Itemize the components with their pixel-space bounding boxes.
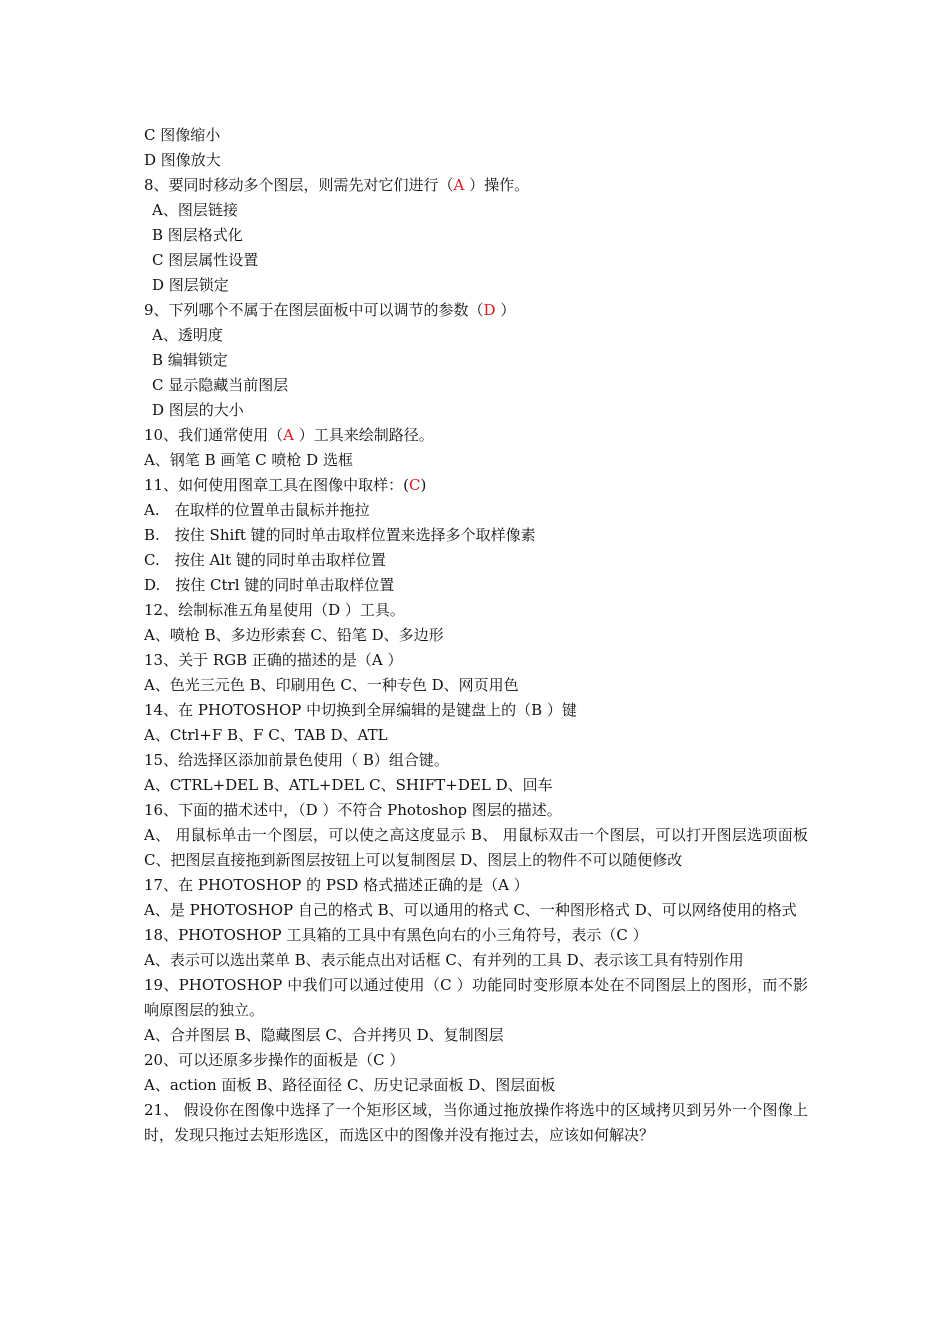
question-19: 19、PHOTOSHOP 中我们可以通过使用（C ）功能同时变形原本处在不同图层上的图形，而不影响原图层的独立。 — [144, 976, 808, 1019]
q19-options: A、合并图层 B、隐藏图层 C、合并拷贝 D、复制图层 — [144, 1026, 504, 1044]
q8-option-d: D 图层锁定 — [152, 276, 229, 294]
question-9-text: 9、下列哪个不属于在图层面板中可以调节的参数（ — [144, 301, 484, 319]
question-15: 15、给选择区添加前景色使用（ B）组合键。 — [144, 751, 449, 769]
q13-options: A、色光三元色 B、印刷用色 C、一种专色 D、网页用色 — [144, 676, 519, 694]
q11-option-d: D. 按住 Ctrl 键的同时单击取样位置 — [144, 576, 395, 594]
q9-option-c: C 显示隐藏当前图层 — [152, 376, 289, 394]
q9-option-d: D 图层的大小 — [152, 401, 244, 419]
question-8-text-end: ）操作。 — [464, 176, 530, 194]
q12-options: A、喷枪 B、多边形索套 C、铅笔 D、多边形 — [144, 626, 444, 644]
option-c-line: C 图像缩小 — [144, 126, 221, 144]
q9-option-a: A、透明度 — [152, 326, 223, 344]
question-10-answer: A — [283, 426, 294, 444]
question-16: 16、下面的描术述中，（D ）不符合 Photoshop 图层的描述。 — [144, 801, 562, 819]
q11-option-c: C. 按住 Alt 键的同时单击取样位置 — [144, 551, 386, 569]
question-11-answer: C — [408, 476, 421, 494]
question-14: 14、在 PHOTOSHOP 中切换到全屏编辑的是键盘上的（B ）键 — [144, 701, 577, 719]
question-8-answer: A — [453, 176, 465, 194]
question-10 — [144, 423, 808, 448]
q20-options: A、action 面板 B、路径面径 C、历史记录面板 D、图层面板 — [144, 1076, 556, 1094]
q8-option-c: C 图层属性设置 — [152, 251, 259, 269]
q10-options: A、钢笔 B 画笔 C 喷枪 D 选框 — [144, 451, 353, 469]
q8-option-a: A、图层链接 — [152, 201, 238, 219]
question-8 — [144, 173, 808, 198]
question-20: 20、可以还原多步操作的面板是（C ） — [144, 1051, 405, 1069]
document-body — [144, 123, 808, 1148]
option-d-line: D 图像放大 — [144, 151, 221, 169]
q8-option-b: B 图层格式化 — [152, 226, 243, 244]
question-12: 12、绘制标准五角星使用（D ）工具。 — [144, 601, 405, 619]
question-10-text: 10、我们通常使用（ — [144, 426, 284, 444]
q9-option-b: B 编辑锁定 — [152, 351, 228, 369]
q11-option-a: A. 在取样的位置单击鼠标并拖拉 — [144, 501, 370, 519]
question-9 — [144, 298, 808, 323]
question-9-text-end: ） — [495, 301, 516, 319]
q16-options: A、 用鼠标单击一个图层，可以使之高这度显示 B、 用鼠标双击一个图层，可以打开图层选项面板 C、把图层直接拖到新图层按钮上可以复制图层 D、图层上的物件不可以随便修改 — [144, 826, 808, 869]
q17-options: A、是 PHOTOSHOP 自己的格式 B、可以通用的格式 C、一种图形格式 D、可以网络使用的格式 — [144, 901, 797, 919]
question-11 — [144, 473, 808, 498]
question-21: 21、 假设你在图像中选择了一个矩形区域，当你通过拖放操作将选中的区域拷贝到另外一个图像上时，发现只拖过去矩形选区，而选区中的图像并没有拖过去，应该如何解决？ — [144, 1101, 808, 1144]
question-8-text: 8、要同时移动多个图层，则需先对它们进行（ — [144, 176, 454, 194]
question-13: 13、关于 RGB 正确的描述的是（A ） — [144, 651, 403, 669]
q18-options: A、表示可以选出菜单 B、表示能点出对话框 C、有并列的工具 D、表示该工具有特别作用 — [144, 951, 744, 969]
q11-option-b: B. 按住 Shift 键的同时单击取样位置来选择多个取样像素 — [144, 526, 536, 544]
question-9-answer: D — [483, 301, 496, 319]
q14-options: A、Ctrl+F B、F C、TAB D、ATL — [144, 726, 388, 744]
question-11-text: 11、如何使用图章工具在图像中取样：( — [144, 476, 409, 494]
question-17: 17、在 PHOTOSHOP 的 PSD 格式描述正确的是（A ） — [144, 876, 529, 894]
question-18: 18、PHOTOSHOP 工具箱的工具中有黑色向右的小三角符号，表示（C ） — [144, 926, 648, 944]
q15-options: A、CTRL+DEL B、ATL+DEL C、SHIFT+DEL D、回车 — [144, 776, 553, 794]
question-10-text-end: ）工具来绘制路径。 — [293, 426, 434, 444]
question-11-text-end: ) — [420, 476, 427, 494]
